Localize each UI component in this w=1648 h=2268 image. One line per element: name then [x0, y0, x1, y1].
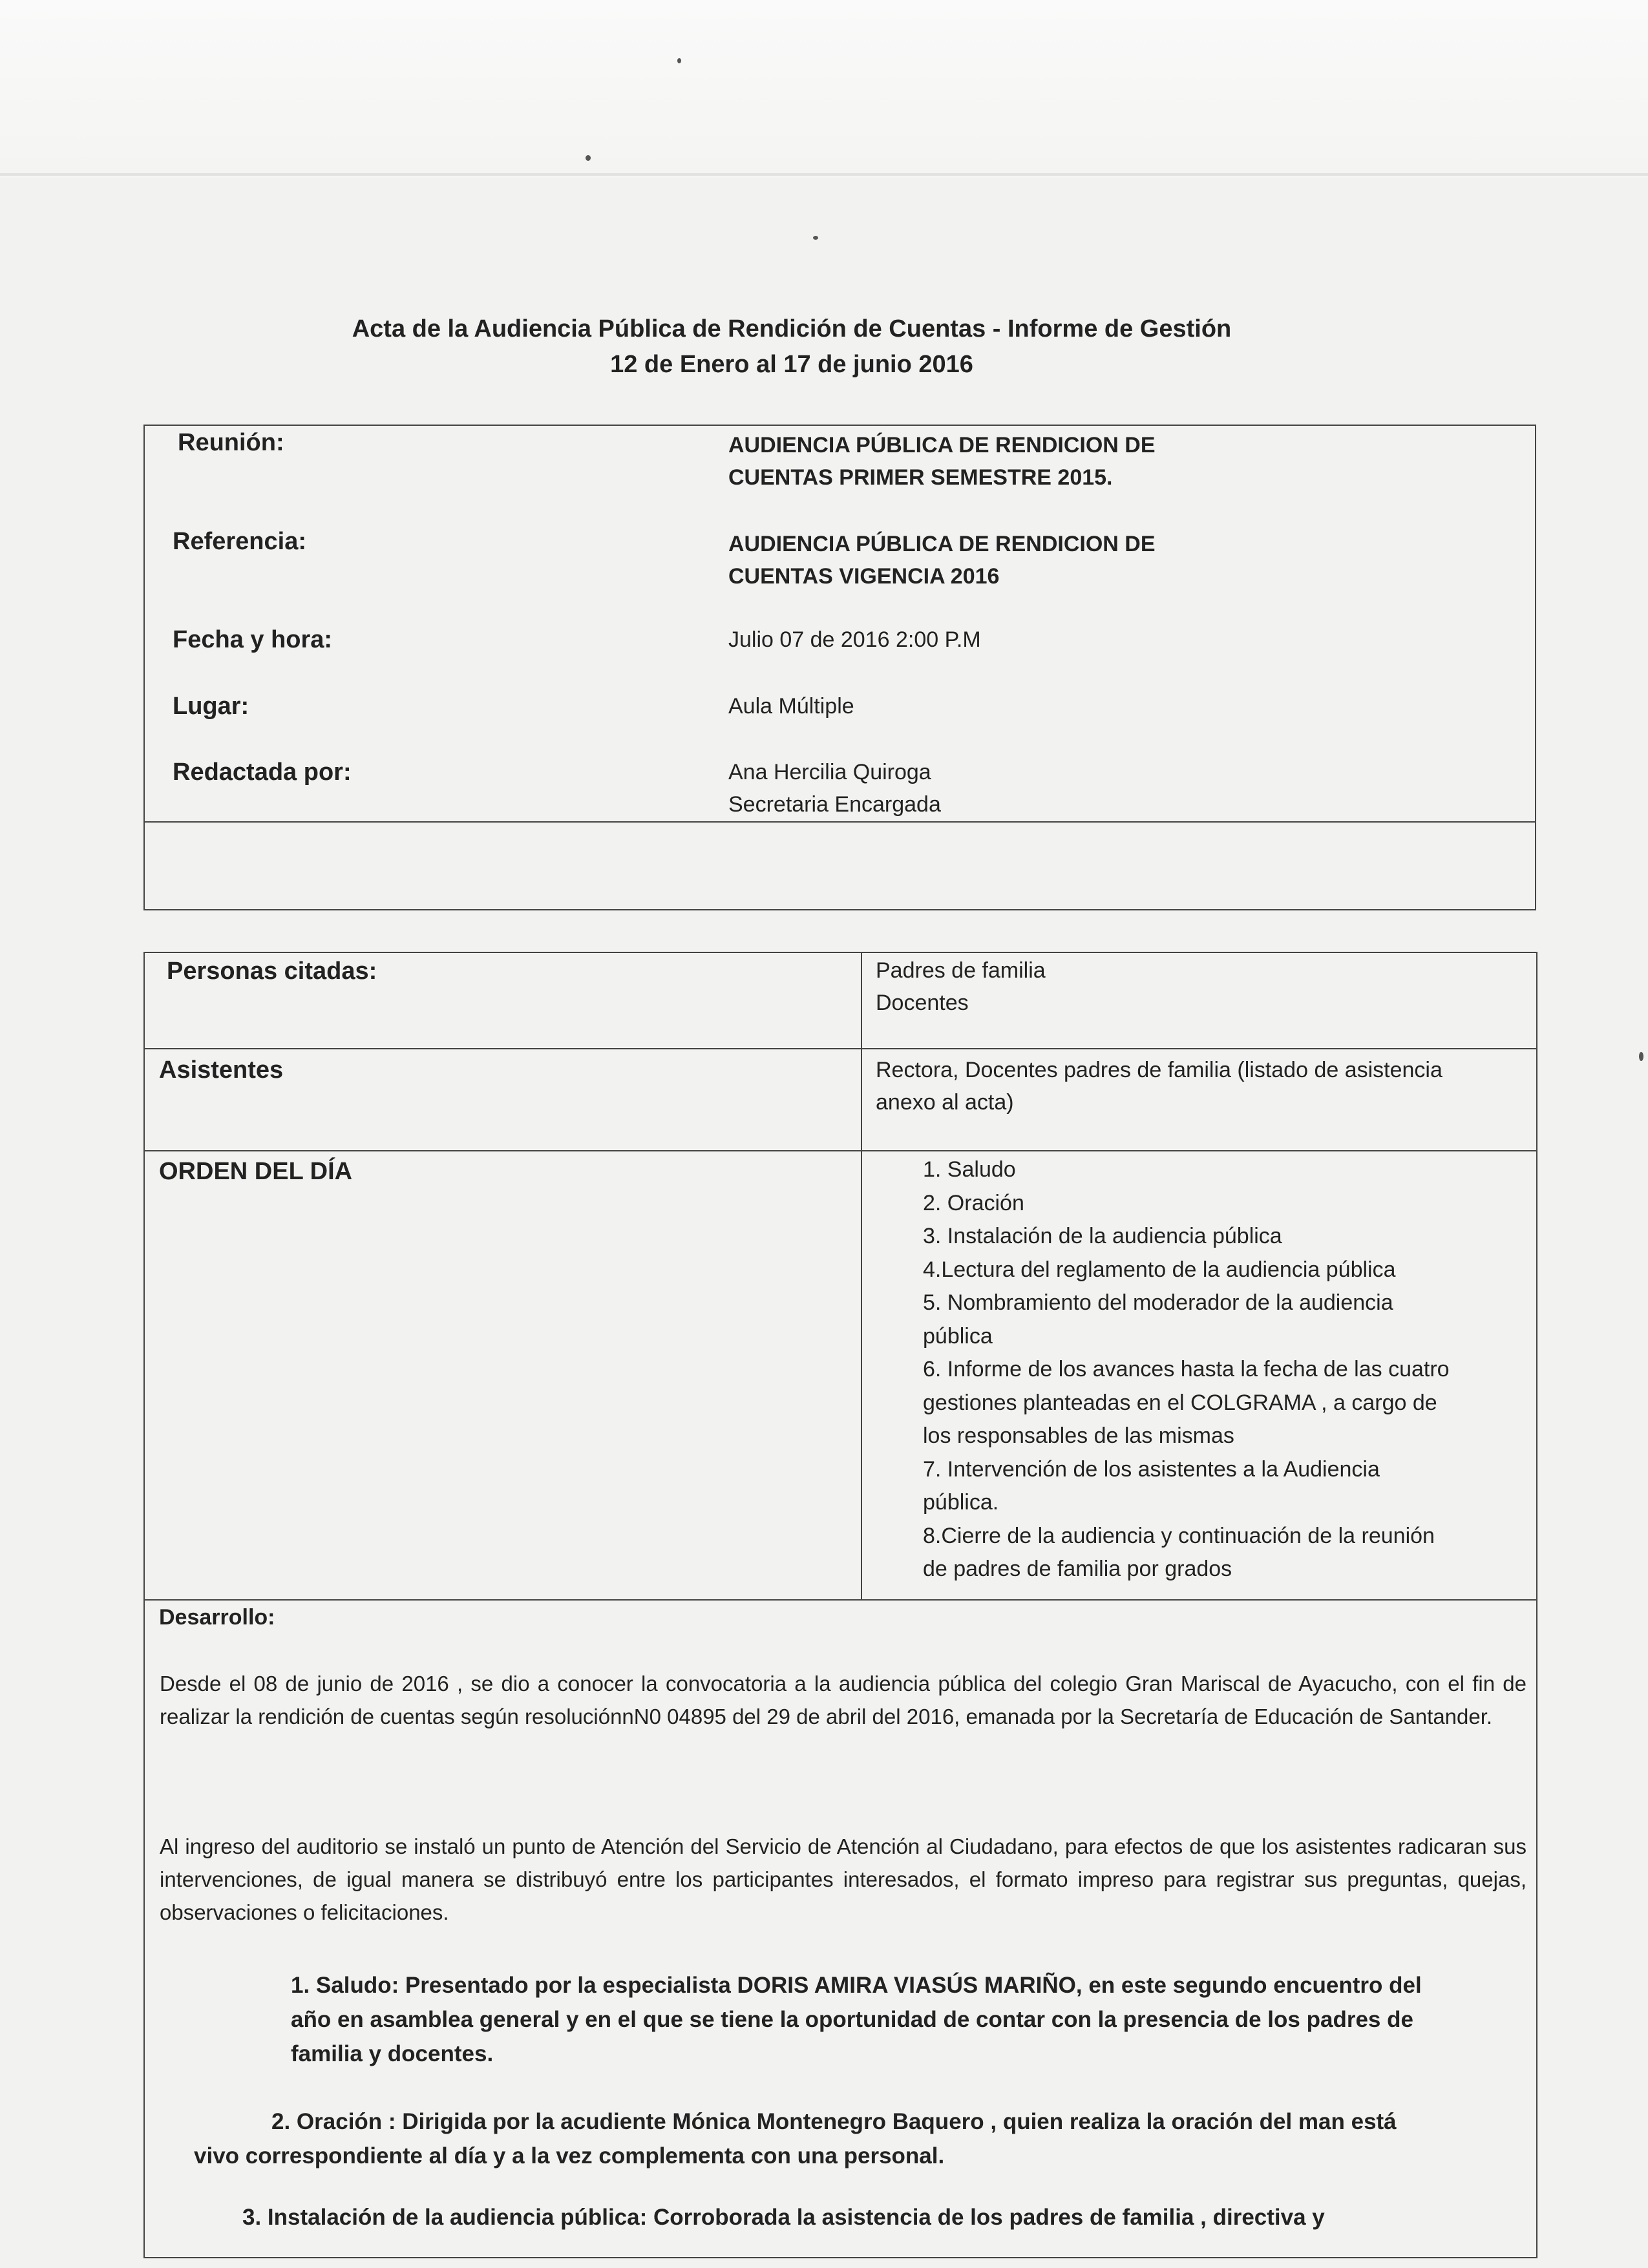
- asistentes-value-continued: anexo al acta): [876, 1090, 1014, 1115]
- document-subtitle: 12 de Enero al 17 de junio 2016: [610, 351, 973, 378]
- scan-speck: [677, 58, 681, 63]
- lugar-value: Aula Múltiple: [728, 694, 854, 719]
- agenda-item: 1. Saludo: [923, 1157, 1016, 1182]
- personas-citadas-label: Personas citadas:: [167, 958, 377, 985]
- scan-speck: [586, 155, 591, 161]
- table-divider: [143, 821, 1536, 823]
- agenda-item: los responsables de las mismas: [923, 1423, 1234, 1448]
- oracion-item-continued: vivo correspondiente al día y a la vez complementa con una personal.: [194, 2143, 945, 2168]
- instalacion-item: 3. Instalación de la audiencia pública: Corroborada la asistencia de los padres de familia , directiva y: [242, 2205, 1325, 2230]
- reunion-value-continued: CUENTAS PRIMER SEMESTRE 2015.: [728, 465, 1113, 490]
- scan-page-edge: [0, 173, 1648, 176]
- row-divider: [143, 1599, 1537, 1601]
- scan-speck: [1639, 1052, 1643, 1061]
- agenda-item: de padres de familia por grados: [923, 1557, 1232, 1581]
- personas-citadas-value-continued: Docentes: [876, 991, 969, 1015]
- agenda-item: 7. Intervención de los asistentes a la Audiencia: [923, 1456, 1380, 1482]
- desarrollo-paragraph: Al ingreso del auditorio se instaló un punto de Atención del Servicio de Atención al Ciudadano, para efectos de que los asistentes radicaran sus intervenciones, de igual manera se distribuyó entre los participantes interesados, el formato impreso para registrar sus preguntas, quejas, observaciones o felicitaciones.: [160, 1834, 1527, 1924]
- referencia-label: Referencia:: [173, 528, 306, 555]
- personas-citadas-value: Padres de familia: [876, 958, 1046, 983]
- saludo-item-continued: año en asamblea general y en el que se tiene la oportunidad de contar con la presencia de los padres de: [291, 2007, 1413, 2032]
- oracion-item: 2. Oración : Dirigida por la acudiente Mónica Montenegro Baquero , quien realiza la oración del man está: [271, 2109, 1397, 2134]
- document-title: Acta de la Audiencia Pública de Rendición de Cuentas - Informe de Gestión: [352, 315, 1232, 342]
- fecha-value: Julio 07 de 2016 2:00 P.M: [728, 627, 981, 652]
- row-divider: [143, 1150, 1537, 1151]
- agenda-item: gestiones planteadas en el COLGRAMA , a cargo de: [923, 1390, 1437, 1415]
- agenda-item: 2. Oración: [923, 1190, 1024, 1215]
- reunion-label: Reunión:: [178, 429, 284, 456]
- meeting-info-table: [143, 425, 1536, 910]
- referencia-value-continued: CUENTAS VIGENCIA 2016: [728, 564, 1000, 589]
- agenda-list: [923, 1153, 1524, 1586]
- agenda-item: pública: [923, 1323, 993, 1349]
- fecha-label: Fecha y hora:: [173, 626, 333, 653]
- lugar-label: Lugar:: [173, 693, 249, 720]
- asistentes-label: Asistentes: [159, 1056, 284, 1084]
- referencia-value: AUDIENCIA PÚBLICA DE RENDICION DE: [728, 532, 1156, 556]
- agenda-item: pública.: [923, 1490, 999, 1515]
- desarrollo-paragraph: Desde el 08 de junio de 2016 , se dio a conocer la convocatoria a la audiencia pública del colegio Gran Mariscal de Ayacucho, con el fin de realizar la rendición de cuentas según resoluciónnN0 04895 del 29 de abril del 2016, emanada por la Secretaría de Educación de Santander.: [160, 1672, 1527, 1728]
- agenda-item: 4.Lectura del reglamento de la audiencia pública: [923, 1257, 1396, 1282]
- agenda-item: 8.Cierre de la audiencia y continuación de la reunión: [923, 1523, 1435, 1548]
- saludo-item-continued: familia y docentes.: [291, 2041, 494, 2066]
- redactada-value-continued: Secretaria Encargada: [728, 792, 941, 817]
- agenda-item: 6. Informe de los avances hasta la fecha de las cuatro: [923, 1357, 1450, 1381]
- redactada-value: Ana Hercilia Quiroga: [728, 760, 931, 784]
- orden-del-dia-label: ORDEN DEL DÍA: [159, 1158, 353, 1185]
- scan-speck: [813, 236, 818, 240]
- saludo-item: 1. Saludo: Presentado por la especialista DORIS AMIRA VIASÚS MARIÑO, en este segundo encuentro del: [291, 1973, 1422, 1998]
- agenda-item: 3. Instalación de la audiencia pública: [923, 1224, 1282, 1248]
- scan-top-margin: [0, 0, 1648, 178]
- reunion-value: AUDIENCIA PÚBLICA DE RENDICION DE: [728, 433, 1156, 457]
- desarrollo-label: Desarrollo:: [159, 1605, 275, 1630]
- redactada-label: Redactada por:: [173, 759, 352, 786]
- agenda-item: 5. Nombramiento del moderador de la audiencia: [923, 1290, 1393, 1315]
- asistentes-value: Rectora, Docentes padres de familia (listado de asistencia: [876, 1058, 1442, 1082]
- row-divider: [143, 1048, 1537, 1049]
